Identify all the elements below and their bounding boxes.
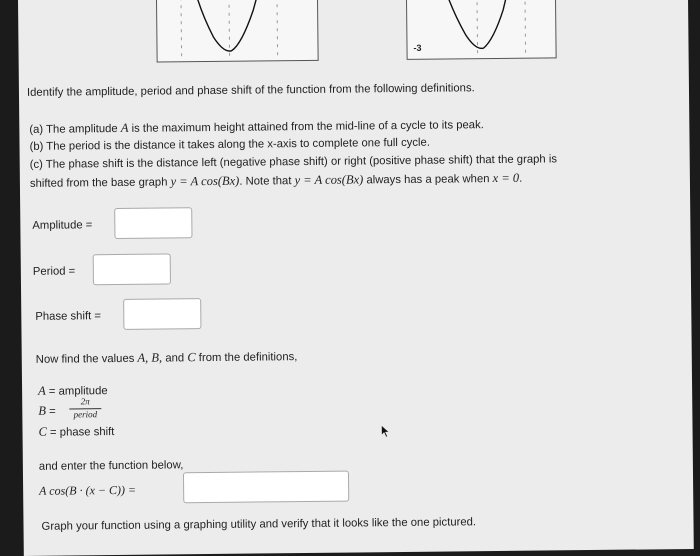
function-label: A cos(B · (x − C)) = [39, 482, 137, 498]
graph-panel-left [156, 0, 319, 63]
mouse-pointer-icon [380, 424, 390, 438]
definition-c-line1: (c) The phase shift is the distance left (negative phase shift) or right (positive phase shift) that the graph is [29, 153, 558, 171]
function-input[interactable] [183, 471, 349, 504]
final-instruction: Graph your function using a graphing utility and verify that it looks like the one pictured. [41, 516, 477, 533]
amplitude-input[interactable] [114, 207, 192, 239]
b-fraction-numerator: 2π [80, 396, 90, 407]
cosine-curve-left [157, 0, 318, 62]
enter-function-text: and enter the function below, [38, 459, 184, 473]
graph-strip [18, 0, 689, 66]
c-definition: C = phase shift [38, 424, 115, 439]
a-definition: A = amplitude [38, 383, 108, 398]
definition-c-line2: shifted from the base graph y = A cos(Bx). Note that y = A cos(Bx) always has a peak when x = 0. [29, 170, 523, 190]
y-tick-label: -3 [413, 42, 422, 53]
worksheet-page [18, 0, 694, 556]
definition-a: (a) The amplitude A is the maximum height attained from the mid-line of a cycle to its peak. [29, 119, 484, 136]
period-input[interactable] [93, 253, 171, 285]
period-label: Period = [32, 265, 76, 278]
now-find-text: Now find the values A, B, and C from the definitions, [35, 350, 298, 366]
b-definition: B = [38, 403, 56, 418]
b-fraction-denominator: period [73, 409, 98, 420]
intro-text: Identify the amplitude, period and phase shift of the function from the following definitions. [26, 82, 475, 99]
definition-b: (b) The period is the distance it takes along the x-axis to complete one full cycle. [29, 136, 431, 153]
phase-shift-input[interactable] [123, 298, 201, 330]
phase-shift-label: Phase shift = [35, 310, 102, 323]
amplitude-label: Amplitude = [32, 219, 93, 232]
graph-panel-right [406, 0, 557, 60]
cosine-curve-right [407, 0, 556, 59]
